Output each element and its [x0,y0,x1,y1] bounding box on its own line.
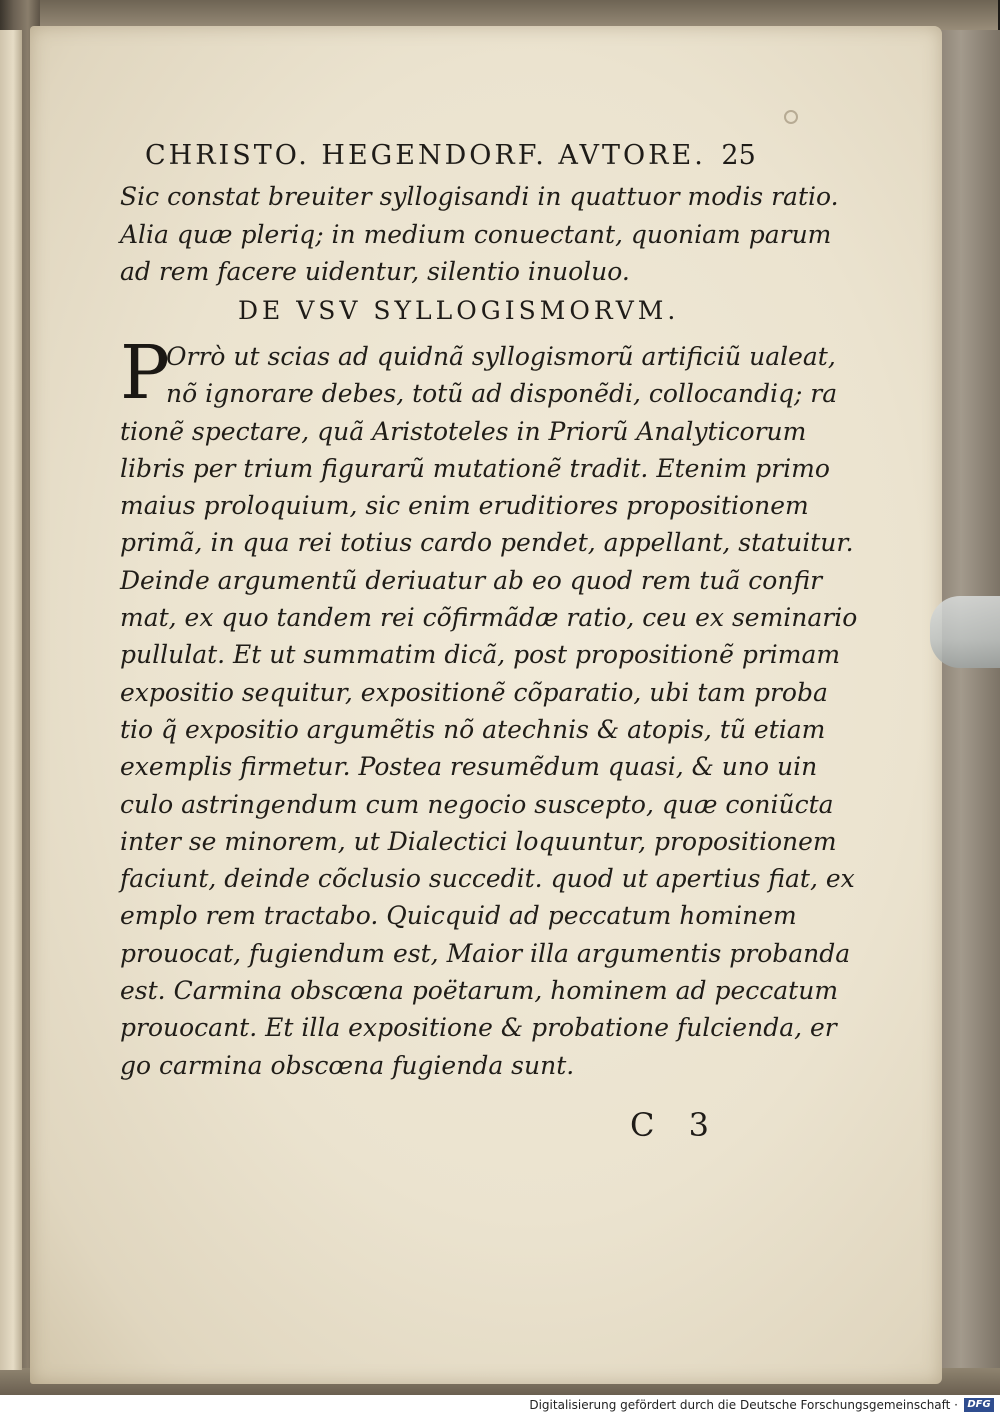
funding-credit: Digitalisierung gefördert durch die Deutsche Forschungsgemeinschaft · [529,1398,958,1412]
text-line: primã, in qua rei totius cardo pendet, appellant, statuitur. [120,528,854,558]
text-line: faciunt, deinde cõclusio succedit. quod ut apertius fiat, ex [120,864,855,894]
text-line: expositio sequitur, expositionẽ cõparatio, ubi tam proba [120,677,828,707]
running-head-title: CHRISTO. HEGENDORF. AVTORE. [145,140,706,171]
text-line: est. Carmina obscœna poëtarum, hominem ad peccatum [120,976,839,1006]
text-line: culo astringendum cum negocio suscepto, quæ coniũcta [120,789,834,819]
paper-stain-ring [784,110,798,124]
text-line: inter se minorem, ut Dialectici loquuntur, propositionem [120,826,837,856]
signature-mark: C 3 [630,1106,722,1144]
text-line: Alia quæ pleriq; in medium conuectant, quoniam parum [120,219,832,249]
running-head [145,140,756,171]
body-paragraph [120,330,858,1084]
text-line: emplo rem tractabo. Quicquid ad peccatum hominem [120,901,797,931]
text-line: Orrò ut scias ad quidnã syllogismorũ artificiũ ualeat, [166,342,836,371]
text-line: libris per trium figurarũ mutationẽ tradit. Etenim primo [120,453,830,483]
text-line: mat, ex quo tandem rei cõfirmãdæ ratio, ceu ex seminario [120,603,858,633]
binding-board-right [935,30,1000,1395]
text-line: exemplis firmetur. Postea resumẽdum quasi, & uno uin [120,752,818,782]
text-line: Sic constat breuiter syllogisandi in quattuor modis ratio. [120,182,839,211]
footer-bar [0,1395,1000,1416]
adjacent-leaf-edge [0,30,22,1370]
section-heading: DE VSV SYLLOGISMORVM. [238,296,680,325]
text-line: pullulat. Et ut summatim dicã, post propositionẽ primam [120,640,841,670]
text-line: nõ ignorare debes, totũ ad disponẽdi, collocandiq; ra [166,379,838,409]
text-line: prouocant. Et illa expositione & probatione fulcienda, er [120,1013,837,1043]
page-number: 25 [721,140,756,171]
text-line: tio q̃ expositio argumẽtis nõ atechnis & atopis, tũ etiam [120,714,826,744]
text-line: go carmina obscœna fugienda sunt. [120,1050,575,1080]
drop-cap: P [120,330,170,416]
text-line: prouocat, fugiendum est, Maior illa argumentis probanda [120,938,851,968]
intro-paragraph [120,178,839,291]
dfg-logo[interactable]: DFG [964,1398,994,1412]
text-line: tionẽ spectare, quã Aristoteles in Priorũ Analyticorum [120,416,807,446]
text-line: Deinde argumentũ deriuatur ab eo quod rem tuã confir [120,565,823,595]
page-clip [930,596,1000,668]
text-line: maius proloquium, sic enim eruditiores propositionem [120,491,809,521]
text-line: ad rem facere uidentur, silentio inuoluo. [120,257,630,286]
